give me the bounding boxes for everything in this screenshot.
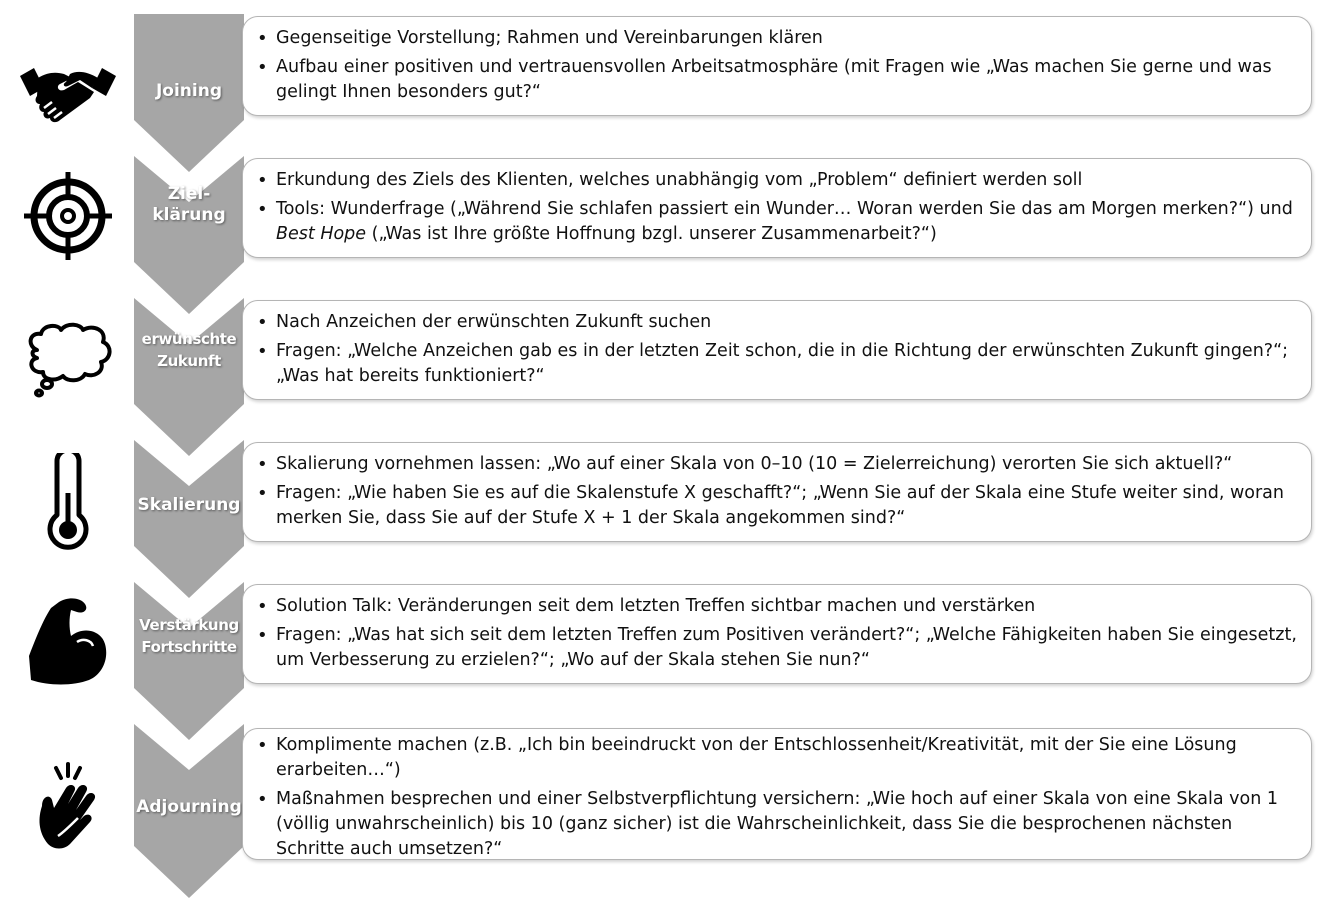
bullet-item: [257, 26, 1297, 51]
bullet-list: [257, 594, 1297, 673]
handshake-icon: [18, 54, 118, 134]
bullet-item: [257, 594, 1297, 619]
chevron-shape: [134, 298, 244, 456]
stage-description-box: [242, 442, 1312, 542]
bullet-item: [257, 787, 1297, 862]
chevron-step: [134, 298, 244, 456]
bullet-list: [257, 452, 1297, 531]
bullet-text: Tools: Wunderfrage („Während Sie schlafen passiert ein Wunder… Woran werden Sie das am Morgen merken?“) und: [276, 199, 1293, 219]
chevron-step: [134, 14, 244, 172]
bullet-list: [257, 733, 1297, 862]
stage-label: Verstärkung Fortschritte: [139, 616, 239, 656]
bullet-text: Fragen: „Wie haben Sie es auf die Skalenstufe X geschafft?“; „Wenn Sie auf der Skala eine Stufe weiter sind, woran merken Sie, dass Sie auf der Stufe X + 1 der Skala angekommen sind?“: [276, 483, 1284, 528]
chevron-step: [134, 440, 244, 598]
bullet-item: [257, 452, 1297, 477]
stage-description-box: [242, 300, 1312, 400]
bullet-list: [257, 26, 1297, 105]
bullet-text: Gegenseitige Vorstellung; Rahmen und Vereinbarungen klären: [276, 28, 823, 48]
stage-label: erwünschte Zukunft: [141, 330, 237, 370]
bullet-item: [257, 623, 1297, 673]
stage-description-box: [242, 728, 1312, 860]
stage-label: Joining: [155, 80, 223, 101]
bullet-text: Solution Talk: Veränderungen seit dem letzten Treffen sichtbar machen und verstärken: [276, 596, 1036, 616]
bullet-list: [257, 310, 1297, 389]
bullet-item: [257, 481, 1297, 531]
flexed-arm-icon: [18, 592, 118, 692]
bullet-item: [257, 339, 1297, 389]
chevron-step: [134, 156, 244, 314]
bullet-item: [257, 197, 1297, 247]
stage-label: Ziel- klärung: [152, 184, 226, 225]
stage-description-box: [242, 584, 1312, 684]
bullet-text: Nach Anzeichen der erwünschten Zukunft suchen: [276, 312, 712, 332]
emphasized-text: Best Hope: [276, 224, 367, 244]
bullet-list: [257, 168, 1297, 247]
chevron-shape: [134, 582, 244, 740]
clapping-hands-icon: [18, 760, 118, 856]
chevron-step: [134, 724, 244, 898]
stage-description-box: [242, 16, 1312, 116]
bullet-text: („Was ist Ihre größte Hoffnung bzgl. unserer Zusammenarbeit?“): [366, 224, 937, 244]
bullet-text: Aufbau einer positiven und vertrauensvollen Arbeitsatmosphäre (mit Fragen wie „Was machen Sie gerne und was gelingt Ihnen besonders gut?“: [276, 57, 1272, 102]
bullet-text: Fragen: „Welche Anzeichen gab es in der letzten Zeit schon, die in die Richtung der erwünschten Zukunft gingen?“; „Was hat bereits funktioniert?“: [276, 341, 1289, 386]
stage-label: Skalierung: [137, 494, 241, 515]
thermometer-icon: [18, 448, 118, 558]
chevron-step: [134, 582, 244, 740]
stage-label: Adjourning: [136, 796, 242, 817]
bullet-text: Komplimente machen (z.B. „Ich bin beeindruckt von der Entschlossenheit/Kreativität, mit der Sie eine Lösung erarbeiten…“): [276, 735, 1237, 780]
bullet-text: Fragen: „Was hat sich seit dem letzten Treffen zum Positiven verändert?“; „Welche Fähigkeiten haben Sie eingesetzt, um Verbesserung zu erzielen?“; „Wo auf der Skala stehen Sie nun?“: [276, 625, 1297, 670]
chevron-shape: [134, 156, 244, 314]
bullet-text: Erkundung des Ziels des Klienten, welches unabhängig vom „Problem“ definiert werden soll: [276, 170, 1083, 190]
target-icon: [18, 166, 118, 266]
bullet-text: Skalierung vornehmen lassen: „Wo auf einer Skala von 0–10 (10 = Zielerreichung) verorten Sie sich aktuell?“: [276, 454, 1233, 474]
bullet-item: [257, 733, 1297, 783]
bullet-item: [257, 168, 1297, 193]
thought-bubble-icon: [18, 316, 118, 406]
stage-description-box: [242, 158, 1312, 258]
bullet-item: [257, 55, 1297, 105]
chevron-shape: [134, 440, 244, 598]
bullet-item: [257, 310, 1297, 335]
bullet-text: Maßnahmen besprechen und einer Selbstverpflichtung versichern: „Wie hoch auf einer Skala von eine Skala von 1 (völlig unwahrscheinlich) bis 10 (ganz sicher) ist die Wahrscheinlichkeit, dass Sie die besprochenen nächsten Schritte auch umsetzen?“: [276, 789, 1279, 859]
